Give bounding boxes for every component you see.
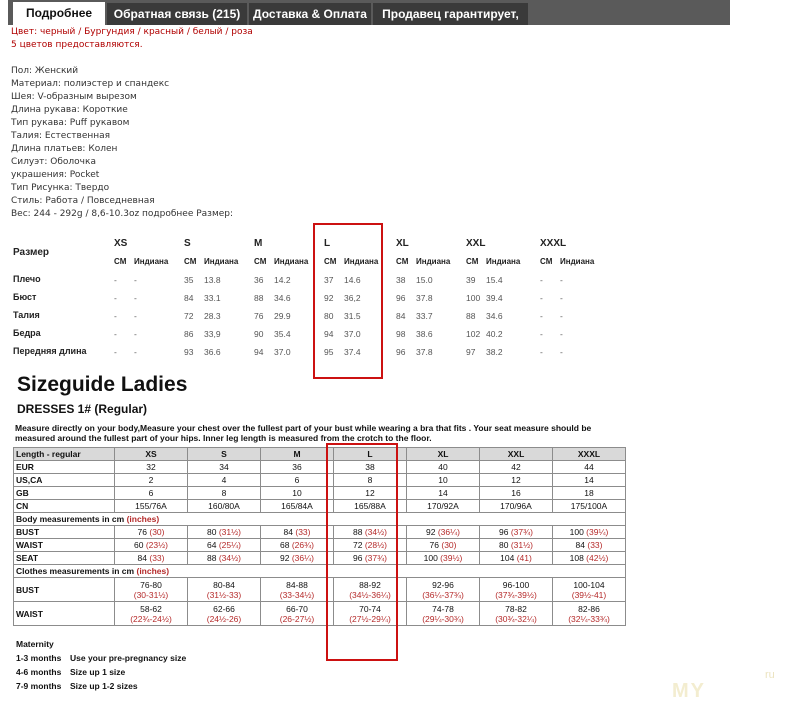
sizeguide-cell: 8 (188, 487, 261, 500)
cm-value: 78-82 (505, 603, 527, 614)
inch-value: (37¾) (510, 527, 534, 537)
inch-value: (29¼-30¾) (422, 613, 464, 624)
sizeguide-clothes-row (14, 602, 626, 626)
cm-value: 96-100 (502, 579, 530, 590)
ru-cell: - (560, 311, 563, 321)
cm-value: 62-66 (213, 603, 235, 614)
inch-value: (32¼-33¾) (568, 613, 610, 624)
ru-cell: 35 (184, 275, 194, 285)
ru-cell: 96 (396, 347, 406, 357)
ru-cell: 15.4 (486, 275, 503, 285)
ru-cell: 88 (254, 293, 264, 303)
sizeguide-cell: EUR (14, 461, 115, 474)
ru-size-header: S (184, 238, 191, 249)
attr-style: Стиль: Работа / Повседневная (11, 196, 155, 206)
sizeguide-cell: 10 (407, 474, 480, 487)
ru-cell: 72 (184, 311, 194, 321)
attr-pattern: Тип Рисунка: Твердо (11, 183, 110, 193)
inch-value: (34½) (364, 527, 388, 537)
sizeguide-cell: 36 (261, 461, 334, 474)
sizeguide-row-label: SEAT (14, 552, 115, 565)
ru-cell: 94 (254, 347, 264, 357)
ru-size-header: L (324, 238, 331, 249)
cm-value: 60 (133, 540, 144, 550)
sizeguide-cell: 12 (334, 487, 407, 500)
sizeguide-row-label: BUST (14, 578, 115, 602)
maternity-advice: Size up 1 size (70, 667, 126, 677)
cm-value: 82-86 (578, 603, 600, 614)
colors-line: Цвет: черный / Бургундия / красный / белый / роза (11, 27, 253, 37)
attr-material: Материал: полиэстер и спандекс (11, 79, 170, 89)
sizeguide-cell: 18 (553, 487, 626, 500)
sizeguide-cell (407, 539, 480, 552)
ru-cell: 38 (396, 275, 406, 285)
ru-cell: 84 (396, 311, 406, 321)
cm-value: 76-80 (140, 579, 162, 590)
ru-size-header: M (254, 238, 263, 249)
inch-value: (33-34½) (279, 589, 315, 600)
inch-value: (39½) (440, 553, 463, 563)
ru-sub-in: Индиана (134, 257, 169, 266)
sizeguide-cell: 14 (553, 474, 626, 487)
ru-cell: - (540, 329, 543, 339)
sizeguide-cell: 14 (407, 487, 480, 500)
ru-cell: - (134, 311, 137, 321)
ru-cell: - (540, 293, 543, 303)
sizeguide-cell: 42 (480, 461, 553, 474)
cm-value: 84 (575, 540, 585, 550)
ru-cell: 84 (184, 293, 194, 303)
cm-value: 70-74 (359, 603, 381, 614)
sizeguide-cell: 175/100A (553, 500, 626, 513)
attr-sleeve-length: Длина рукава: Короткие (11, 105, 128, 115)
attr-decoration: украшения: Pocket (11, 170, 100, 180)
ru-cell: 13.8 (204, 275, 221, 285)
cm-value: 100 (569, 527, 584, 537)
inches-label: (inches) (136, 566, 170, 576)
sizeguide-row (14, 461, 626, 474)
sizeguide-subtitle: DRESSES 1# (Regular) (17, 402, 148, 416)
sizeguide-cell (115, 526, 188, 539)
sizeguide-cell (261, 552, 334, 565)
ru-cell: - (540, 311, 543, 321)
highlight-l-column-guide (326, 443, 398, 661)
sizeguide-cell: 38 (334, 461, 407, 474)
sizeguide-cell (115, 578, 188, 602)
cm-value: 96 (498, 527, 509, 537)
inch-value: (36¼-37¾) (422, 589, 464, 600)
sizeguide-title: Sizeguide Ladies (17, 373, 188, 396)
ru-cell: 97 (466, 347, 476, 357)
inch-value: (33) (295, 527, 311, 537)
cm-value: 80 (498, 540, 509, 550)
inch-value: (36¼) (437, 527, 461, 537)
sizeguide-cell: 165/84A (261, 500, 334, 513)
ru-row-label: Передняя длина (13, 346, 87, 356)
ru-sub-cm: CM (396, 257, 409, 266)
cm-value: 72 (352, 540, 363, 550)
maternity-title: Maternity (16, 639, 54, 649)
sizeguide-clothes-row (14, 578, 626, 602)
inch-value: (26-27½) (279, 613, 315, 624)
sizeguide-table (13, 447, 626, 626)
ru-cell: - (134, 347, 137, 357)
sizeguide-cell (553, 578, 626, 602)
ru-cell: 31.5 (344, 311, 361, 321)
sizeguide-row-label: BUST (14, 526, 115, 539)
ru-size-header: XS (114, 238, 128, 249)
attr-gender: Пол: Женский (11, 66, 79, 76)
cm-value: 100 (423, 553, 438, 563)
ru-cell: - (560, 329, 563, 339)
ru-cell: 36 (254, 275, 264, 285)
cm-value: 92 (425, 527, 436, 537)
ru-cell: 38.2 (486, 347, 503, 357)
cm-value: 108 (569, 553, 584, 563)
ru-cell: 34.6 (274, 293, 291, 303)
sizeguide-body-row (14, 539, 626, 552)
sizeguide-cell (261, 539, 334, 552)
sizeguide-cell: US,CA (14, 474, 115, 487)
attr-waist: Талия: Естественная (11, 131, 111, 141)
cm-value: 76 (429, 540, 439, 550)
cm-value: 84 (283, 527, 293, 537)
ru-cell: 94 (324, 329, 334, 339)
ru-sub-in: Индиана (416, 257, 451, 266)
tab-feedback[interactable]: Обратная связь (215) (107, 3, 247, 25)
sizeguide-cell: 34 (188, 461, 261, 474)
cm-value: 88 (206, 553, 217, 563)
sizeguide-body-row (14, 552, 626, 565)
sizeguide-row (14, 500, 626, 513)
sizeguide-section-title (14, 513, 626, 526)
ru-cell: 40.2 (486, 329, 503, 339)
inch-value: (31½) (510, 540, 534, 550)
maternity-period: 4-6 months (16, 667, 62, 677)
cm-value: 66-70 (286, 603, 308, 614)
tab-delivery-payment[interactable]: Доставка & Оплата (249, 3, 371, 25)
sizeguide-cell (188, 578, 261, 602)
ru-cell: 88 (466, 311, 476, 321)
inch-value: (30¾-32¼) (495, 613, 537, 624)
sizeguide-header-cell: L (334, 448, 407, 461)
colors-count: 5 цветов предоставляются. (11, 40, 143, 50)
ru-cell: 14.6 (344, 275, 361, 285)
sizeguide-cell: 16 (480, 487, 553, 500)
sizeguide-cell (115, 552, 188, 565)
sizeguide-header-cell: S (188, 448, 261, 461)
ru-cell: - (540, 347, 543, 357)
ru-sub-cm: CM (324, 257, 337, 266)
sizeguide-cell: 10 (261, 487, 334, 500)
section-label: Clothes measurements in cm (16, 566, 135, 576)
ru-size-header: XXL (466, 238, 486, 249)
cm-value: 74-78 (432, 603, 454, 614)
sizeguide-cell: GB (14, 487, 115, 500)
sizeguide-section-row (14, 513, 626, 526)
sizeguide-cell: 6 (115, 487, 188, 500)
sizeguide-cell (261, 578, 334, 602)
ru-cell: - (114, 311, 117, 321)
inch-value: (36¼) (291, 553, 315, 563)
sizeguide-cell: 32 (115, 461, 188, 474)
ru-cell: 35.4 (274, 329, 291, 339)
ru-sub-in: Индиана (274, 257, 309, 266)
section-label: Body measurements in cm (16, 514, 125, 524)
maternity-period: 7-9 months (16, 681, 62, 691)
cm-value: 92-96 (432, 579, 454, 590)
sizeguide-cell: 170/92A (407, 500, 480, 513)
sizeguide-cell: 12 (480, 474, 553, 487)
sizeguide-section-row (14, 565, 626, 578)
ru-cell: 36,2 (344, 293, 361, 303)
sizeguide-cell (480, 526, 553, 539)
sizeguide-cell (261, 526, 334, 539)
ru-size-header: XXXL (540, 238, 567, 249)
ru-row-label: Талия (13, 310, 40, 320)
sizeguide-cell (480, 539, 553, 552)
ru-cell: 37 (324, 275, 334, 285)
sizeguide-cell (188, 526, 261, 539)
maternity-period: 1-3 months (16, 653, 62, 663)
ru-cell: 102 (466, 329, 481, 339)
attr-neck: Шея: V-образным вырезом (11, 92, 137, 102)
inch-value: (31½-33) (206, 589, 242, 600)
cm-value: 96 (352, 553, 363, 563)
ru-cell: 93 (184, 347, 194, 357)
ru-cell: 15.0 (416, 275, 433, 285)
sizeguide-cell (188, 552, 261, 565)
sizeguide-section-title (14, 565, 626, 578)
cm-value: 84 (137, 553, 147, 563)
ru-cell: 37.8 (416, 293, 433, 303)
cm-value: 84-88 (286, 579, 308, 590)
watermark: MY (672, 680, 706, 702)
ru-sub-cm: CM (114, 257, 127, 266)
sizeguide-cell: 8 (334, 474, 407, 487)
cm-value: 88-92 (359, 579, 381, 590)
inch-value: (42½) (586, 553, 609, 563)
sizeguide-header-cell: M (261, 448, 334, 461)
inch-value: (24½-26) (206, 613, 242, 624)
sizeguide-cell: 44 (553, 461, 626, 474)
inch-value: (39¼) (586, 527, 609, 537)
ru-cell: - (560, 275, 563, 285)
ru-cell: 39 (466, 275, 476, 285)
ru-sub-cm: CM (254, 257, 267, 266)
inches-label: (inches) (126, 514, 160, 524)
inch-value: (34½-36¼) (349, 589, 391, 600)
ru-sub-in: Индиана (204, 257, 239, 266)
sizeguide-cell (553, 552, 626, 565)
inch-value: (23½) (145, 540, 169, 550)
ru-cell: 39.4 (486, 293, 503, 303)
inch-value: (26¾) (291, 540, 315, 550)
attr-dress-length: Длина платьев: Колен (11, 144, 118, 154)
ru-sub-cm: CM (466, 257, 479, 266)
cm-value: 92 (279, 553, 290, 563)
ru-cell: 33.1 (204, 293, 221, 303)
sizeguide-cell (553, 602, 626, 626)
ru-sub-in: Индиана (560, 257, 595, 266)
inch-value: (27½-29¼) (349, 613, 391, 624)
sizeguide-cell (407, 552, 480, 565)
cm-value: 88 (352, 527, 363, 537)
ru-cell: - (114, 329, 117, 339)
cm-value: 68 (279, 540, 290, 550)
ru-cell: 80 (324, 311, 334, 321)
sizeguide-cell: 40 (407, 461, 480, 474)
ru-cell: 33.7 (416, 311, 433, 321)
cm-value: 100-104 (573, 579, 605, 590)
sizeguide-header-row (14, 448, 626, 461)
sizeguide-header-cell: XS (115, 448, 188, 461)
sizeguide-cell: 165/88A (334, 500, 407, 513)
inch-value: (37¾) (364, 553, 388, 563)
ru-cell: 29.9 (274, 311, 291, 321)
ru-cell: 37.4 (344, 347, 361, 357)
sizeguide-cell (261, 602, 334, 626)
ru-cell: 98 (396, 329, 406, 339)
ru-size-header: XL (396, 238, 409, 249)
sizeguide-header-cell: XXXL (553, 448, 626, 461)
cm-value: 64 (206, 540, 217, 550)
inch-value: (37¾-39½) (495, 589, 537, 600)
ru-cell: - (560, 347, 563, 357)
ru-cell: 34.6 (486, 311, 503, 321)
highlight-l-column (313, 223, 383, 379)
ru-cell: - (134, 293, 137, 303)
ru-cell: 37.0 (274, 347, 291, 357)
watermark-small: ru (765, 669, 775, 681)
ru-cell: 86 (184, 329, 194, 339)
inch-value: (33) (587, 540, 603, 550)
sizeguide-cell (407, 526, 480, 539)
sizeguide-cell: 6 (261, 474, 334, 487)
ru-sub-cm: CM (184, 257, 197, 266)
inch-value: (41) (516, 553, 532, 563)
ru-cell: 14.2 (274, 275, 291, 285)
cm-value: 80 (206, 527, 217, 537)
ru-cell: - (114, 347, 117, 357)
sizeguide-header-cell: XL (407, 448, 480, 461)
sizeguide-cell: 170/96A (480, 500, 553, 513)
attr-sleeve-type: Тип рукава: Puff рукавом (11, 118, 130, 128)
cm-value: 58-62 (140, 603, 162, 614)
sizeguide-cell (188, 539, 261, 552)
sizeguide-description: Measure directly on your body,Measure your chest over the fullest part of your bust while wearing a bra that fits . Your seat measure should be measured around the fullest part of your hips. Inner leg length is measured from the crotch to the floor. (15, 423, 592, 443)
sizeguide-cell (115, 602, 188, 626)
maternity-advice: Size up 1-2 sizes (70, 681, 138, 691)
sizeguide-cell (480, 578, 553, 602)
ru-cell: - (560, 293, 563, 303)
tab-details[interactable]: Подробнее (13, 2, 105, 25)
ru-cell: - (114, 275, 117, 285)
cm-value: 80-84 (213, 579, 235, 590)
sizeguide-header-cell: Length - regular (14, 448, 115, 461)
sizeguide-row-label: WAIST (14, 602, 115, 626)
sizeguide-cell (480, 602, 553, 626)
ru-sub-in: Индиана (344, 257, 379, 266)
attr-weight: Вес: 244 - 292g / 8,6-10.3oz подробнее Размер: (11, 209, 234, 219)
ru-cell: 37.8 (416, 347, 433, 357)
inch-value: (30-31½) (133, 589, 169, 600)
ru-cell: 90 (254, 329, 264, 339)
sizeguide-cell (407, 602, 480, 626)
sizeguide-body-row (14, 526, 626, 539)
ru-row-label: Бюст (13, 292, 37, 302)
sizeguide-cell (115, 539, 188, 552)
ru-cell: 36.6 (204, 347, 221, 357)
sizeguide-cell: 4 (188, 474, 261, 487)
ru-cell: 96 (396, 293, 406, 303)
ru-cell: - (134, 275, 137, 285)
sizeguide-cell: 2 (115, 474, 188, 487)
sizeguide-row (14, 487, 626, 500)
tab-seller-guarantee[interactable]: Продавец гарантирует, (373, 3, 528, 25)
sizeguide-row-label: WAIST (14, 539, 115, 552)
ru-cell: 37.0 (344, 329, 361, 339)
ru-sub-in: Индиана (486, 257, 521, 266)
sizeguide-cell: 155/76A (115, 500, 188, 513)
ru-row-label: Плечо (13, 274, 41, 284)
ru-sub-cm: CM (540, 257, 553, 266)
ru-cell: - (134, 329, 137, 339)
sizeguide-cell: 160/80A (188, 500, 261, 513)
sizeguide-header-cell: XXL (480, 448, 553, 461)
ru-cell: 92 (324, 293, 334, 303)
sizeguide-cell: CN (14, 500, 115, 513)
sizeguide-cell (553, 539, 626, 552)
inch-value: (33) (149, 553, 165, 563)
inch-value: (31½) (218, 527, 242, 537)
ru-cell: 38.6 (416, 329, 433, 339)
sizeguide-row (14, 474, 626, 487)
cm-value: 104 (500, 553, 515, 563)
tab-bar (8, 0, 730, 25)
ru-cell: - (540, 275, 543, 285)
sizeguide-cell (553, 526, 626, 539)
sizeguide-cell (407, 578, 480, 602)
sizeguide-cell (188, 602, 261, 626)
ru-cell: 76 (254, 311, 264, 321)
inch-value: (22¾-24½) (130, 613, 172, 624)
ru-cell: 28.3 (204, 311, 221, 321)
inch-value: (34½) (218, 553, 242, 563)
ru-cell: - (114, 293, 117, 303)
ru-cell: 100 (466, 293, 481, 303)
inch-value: (25¼) (218, 540, 242, 550)
attr-silhouette: Силуэт: Оболочка (11, 157, 96, 167)
sizeguide-cell (480, 552, 553, 565)
ru-row-label: Бедра (13, 328, 41, 338)
inch-value: (30) (441, 540, 457, 550)
inch-value: (28½) (364, 540, 388, 550)
maternity-advice: Use your pre-pregnancy size (70, 653, 187, 663)
inch-value: (39½-41) (571, 589, 607, 600)
cm-value: 76 (137, 527, 147, 537)
ru-cell: 95 (324, 347, 334, 357)
inch-value: (30) (149, 527, 165, 537)
ru-cell: 33,9 (204, 329, 221, 339)
ru-header-label: Размер (13, 247, 50, 258)
